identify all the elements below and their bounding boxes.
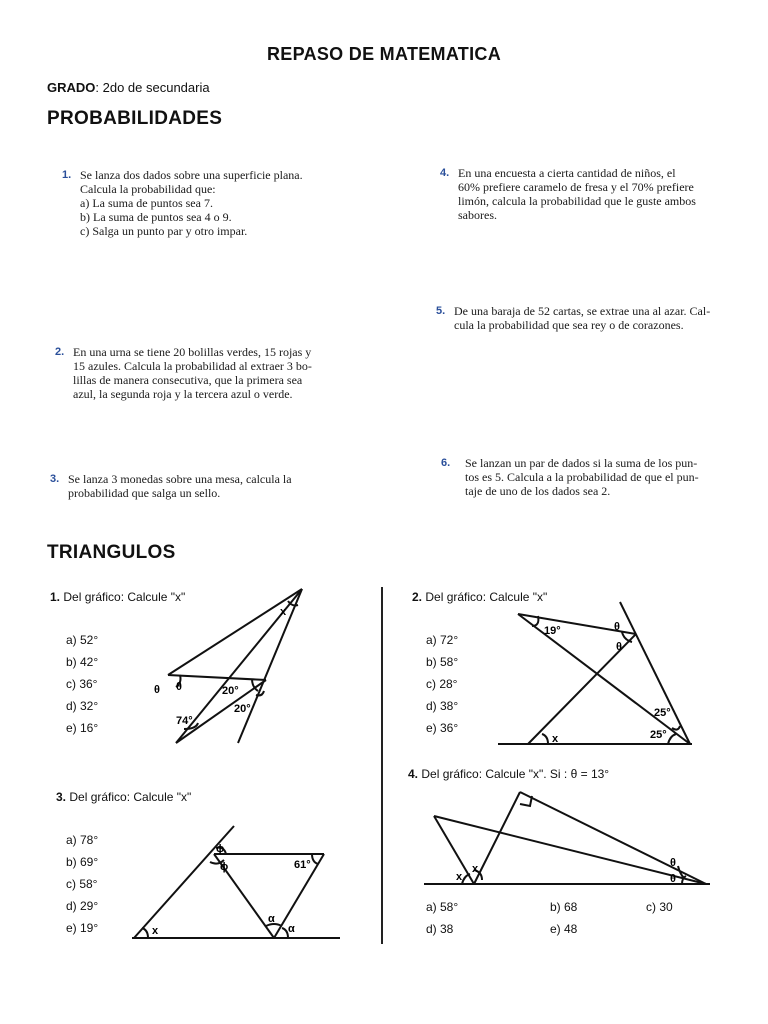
problem-line: En una encuesta a cierta cantidad de niños, el <box>458 166 676 180</box>
page-title: REPASO DE MATEMATICA <box>267 44 501 64</box>
triangle-problem-prompt: Del gráfico: Calcule "x" <box>425 590 548 604</box>
problem-line: sabores. <box>458 208 497 222</box>
label-theta: θ <box>616 641 622 653</box>
label-angle-20: 20° <box>234 703 251 715</box>
triangle-problem-3-options <box>66 829 98 939</box>
triangle-problem-2-options <box>426 629 458 739</box>
triangle-problem-number: 4. <box>408 767 419 781</box>
problem-number: 2. <box>55 346 65 358</box>
problem-line: azul, la segunda roja y la tercera azul o verde. <box>73 387 293 401</box>
problem-5 <box>436 304 711 332</box>
triangle-problem-1-options <box>66 629 98 739</box>
answer-option: e) 36° <box>426 721 459 735</box>
answer-option: e) 48 <box>550 922 578 936</box>
section-title-probabilidades: PROBABILIDADES <box>47 108 223 129</box>
label-theta: θ <box>176 681 182 693</box>
label-x: x <box>456 871 463 883</box>
answer-option: b) 68 <box>550 900 578 914</box>
problem-1 <box>62 168 303 238</box>
problem-line: Calcula la probabilidad que: <box>80 182 216 196</box>
problem-3 <box>50 472 292 500</box>
triangle-figure-1 <box>140 583 320 753</box>
problem-line: De una baraja de 52 cartas, se extrae una al azar. Cal- <box>454 304 711 318</box>
label-angle-74: 74° <box>176 715 193 727</box>
answer-option: d) 38° <box>426 699 459 713</box>
answer-option: d) 29° <box>66 899 99 913</box>
problem-number: 6. <box>441 457 451 469</box>
problem-line: Se lanzan un par de dados si la suma de los pun- <box>465 456 698 470</box>
label-alpha: α <box>288 923 295 935</box>
label-x: x <box>472 863 479 875</box>
triangle-problem-number: 2. <box>412 590 423 604</box>
answer-option: a) 52° <box>66 633 99 647</box>
problem-line: limón, calcula la probabilidad que le guste ambos <box>458 194 696 208</box>
problem-line: c) Salga un punto par y otro impar. <box>80 224 248 238</box>
problem-line: b) La suma de puntos sea 4 o 9. <box>80 210 232 224</box>
answer-option: b) 69° <box>66 855 99 869</box>
triangle-problem-3-header <box>56 790 191 804</box>
problem-line: a) La suma de puntos sea 7. <box>80 196 213 210</box>
grade-line <box>47 80 210 95</box>
label-phi: ϕ <box>220 861 229 873</box>
answer-option: c) 58° <box>66 877 98 891</box>
grade-value: : 2do de secundaria <box>95 80 210 95</box>
answer-option: b) 42° <box>66 655 99 669</box>
problem-line: cula la probabilidad que sea rey o de corazones. <box>454 318 684 332</box>
label-x: x <box>552 733 559 745</box>
answer-option: a) 58° <box>426 900 459 914</box>
triangle-problem-number: 1. <box>50 590 61 604</box>
label-angle-25: 25° <box>650 729 667 741</box>
label-theta: θ <box>670 873 676 885</box>
problem-6 <box>441 456 699 498</box>
label-x: x <box>280 606 287 618</box>
label-theta: θ <box>154 684 160 696</box>
problem-number: 3. <box>50 473 60 485</box>
problem-line: lillas de manera consecutiva, que la primera sea <box>73 373 303 387</box>
label-angle-19: 19° <box>544 625 561 637</box>
problem-number: 5. <box>436 305 446 317</box>
column-divider <box>381 587 383 944</box>
problem-line: En una urna se tiene 20 bolillas verdes, 15 rojas y <box>73 345 312 359</box>
label-angle-61: 61° <box>294 859 311 871</box>
answer-option: c) 30 <box>646 900 673 914</box>
problem-line: Se lanza dos dados sobre una superficie plana. <box>80 168 303 182</box>
label-alpha: α <box>268 913 275 925</box>
answer-option: e) 16° <box>66 721 99 735</box>
answer-option: d) 32° <box>66 699 99 713</box>
problem-line: 60% prefiere caramelo de fresa y el 70% prefiere <box>458 180 694 194</box>
label-angle-25: 25° <box>654 707 671 719</box>
label-x: x <box>152 925 159 937</box>
grade-label: GRADO <box>47 80 96 95</box>
problem-line: 15 azules. Calcula la probabilidad al extraer 3 bo- <box>73 359 312 373</box>
triangle-problem-number: 3. <box>56 790 67 804</box>
answer-option: a) 72° <box>426 633 459 647</box>
problem-4 <box>440 166 696 222</box>
triangle-problem-prompt: Del gráfico: Calcule "x" <box>63 590 186 604</box>
answer-option: c) 36° <box>66 677 98 691</box>
label-theta: θ <box>670 857 676 869</box>
problem-line: tos es 5. Calcula a la probabilidad de que el pun- <box>465 470 699 484</box>
triangle-figure-3 <box>128 822 342 944</box>
answer-option: c) 28° <box>426 677 458 691</box>
problem-line: Se lanza 3 monedas sobre una mesa, calcula la <box>68 472 292 486</box>
problem-2 <box>55 345 312 401</box>
label-angle-20: 20° <box>222 685 239 697</box>
triangle-problem-prompt: Del gráfico: Calcule "x". Si : θ = 13° <box>421 767 610 781</box>
answer-option: b) 58° <box>426 655 459 669</box>
answer-option: d) 38 <box>426 922 454 936</box>
problem-number: 4. <box>440 167 450 179</box>
problem-line: taje de uno de los dados sea 2. <box>465 484 611 498</box>
triangle-problem-prompt: Del gráfico: Calcule "x" <box>69 790 192 804</box>
problem-number: 1. <box>62 169 72 181</box>
label-phi: ϕ <box>216 843 225 855</box>
answer-option: a) 78° <box>66 833 99 847</box>
triangle-problem-4-header <box>408 767 609 781</box>
answer-option: e) 19° <box>66 921 99 935</box>
triangle-figure-4 <box>420 786 712 892</box>
problem-line: probabilidad que salga un sello. <box>68 486 221 500</box>
section-title-triangulos: TRIANGULOS <box>47 542 176 563</box>
triangle-figure-2 <box>490 596 700 750</box>
label-theta: θ <box>614 621 620 633</box>
